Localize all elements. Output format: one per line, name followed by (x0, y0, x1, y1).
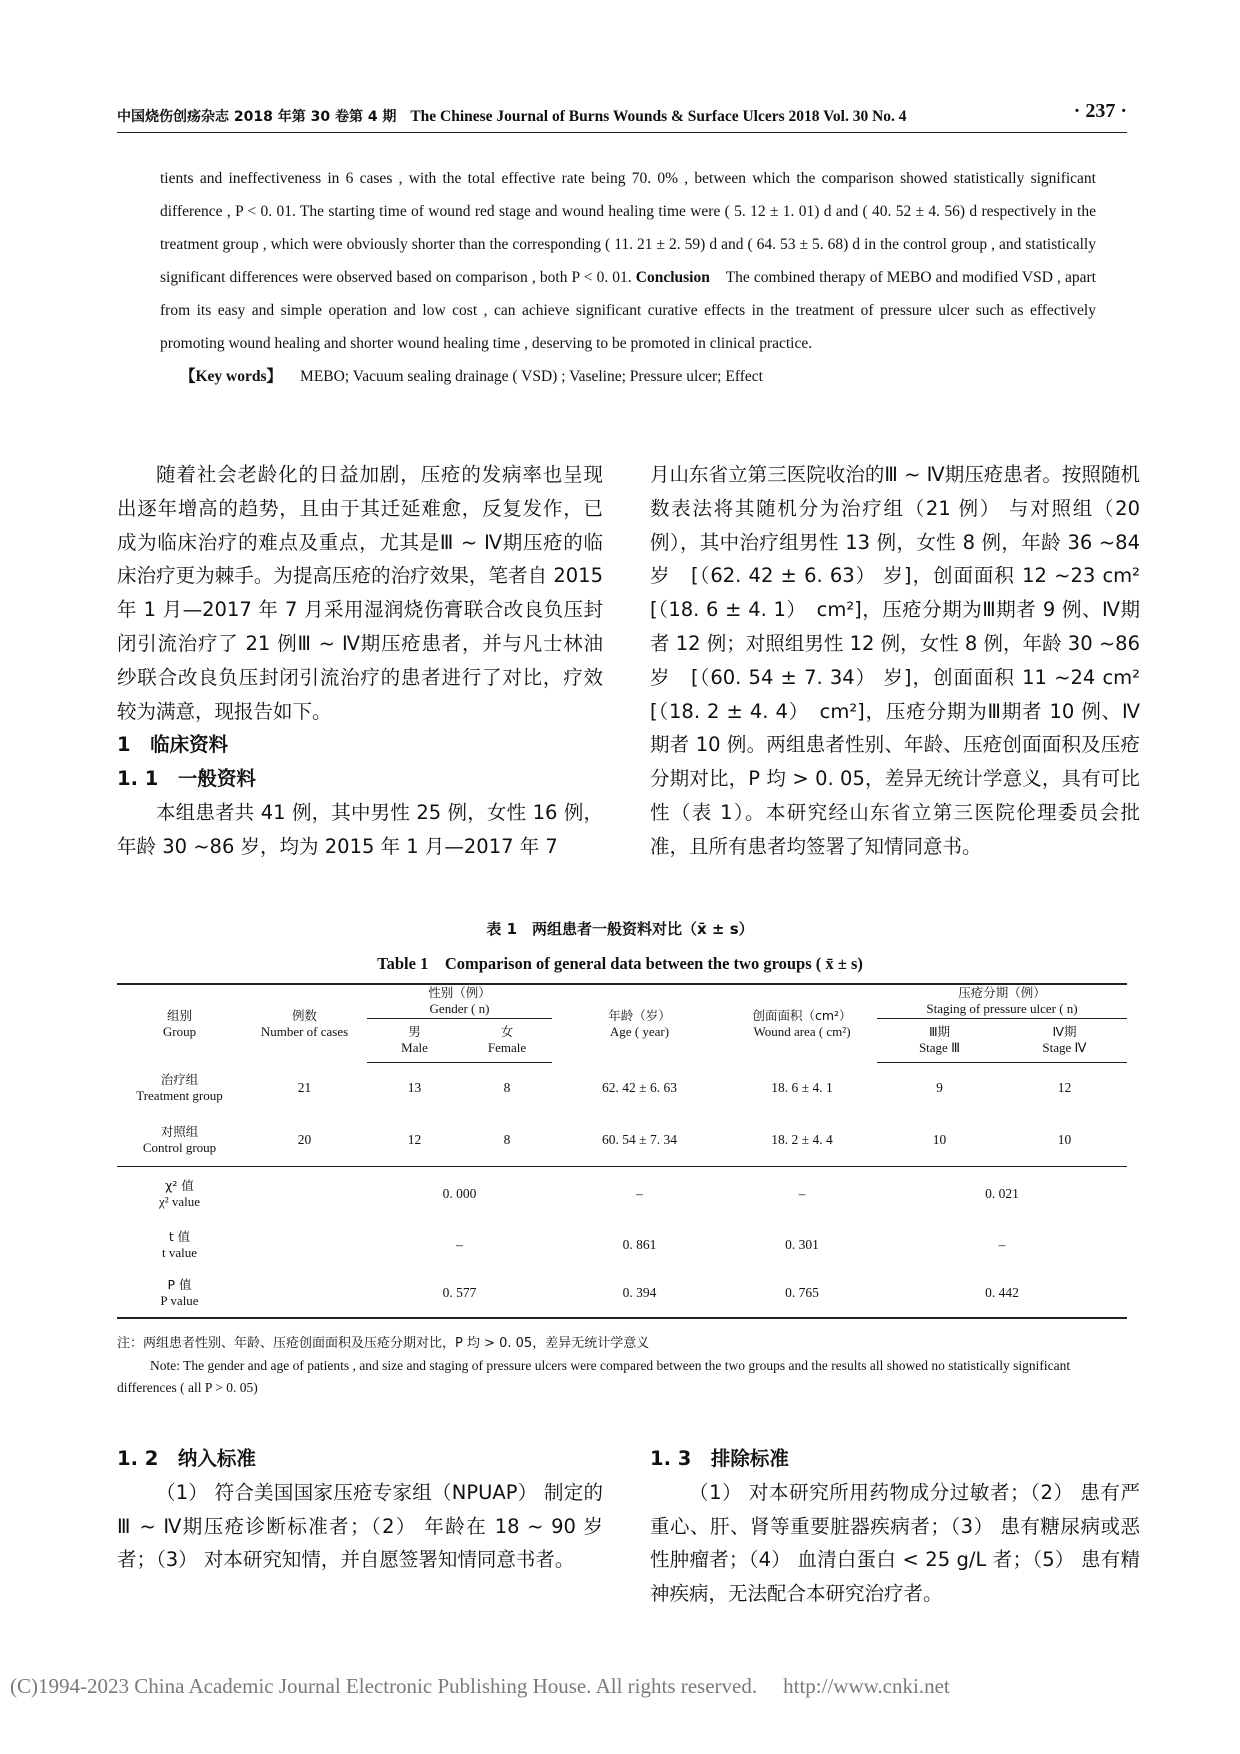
journal-title-cn: 中国烧伤创疡杂志 2018 年第 30 卷第 4 期 (117, 109, 397, 125)
header-cases: 例数 Number of cases (242, 984, 367, 1062)
table-row (117, 1268, 1127, 1318)
intro-paragraph: 随着社会老龄化的日益加剧，压疮的发病率也呈现出逐年增高的趋势，且由于其迁延难愈，反复发作，已成为临床治疗的难点及重点，尤其是Ⅲ ~ Ⅳ期压疮的临床治疗更为棘手。为提高压疮的治疗效果，笔者自 2015 年 1 月—2017 年 7 月采用湿润烧伤膏联合改良负压封闭引流治疗了 21 例Ⅲ ~ Ⅳ期压疮患者，并与凡士林油纱联合改良负压封闭引流治疗的患者进行了对比，疗效较为满意，现报告如下。 (117, 463, 603, 723)
header-male: 男 Male (367, 1018, 462, 1062)
cell-female: 8 (503, 1131, 511, 1147)
table-row (117, 1222, 1127, 1268)
cell-male: 13 (407, 1080, 422, 1096)
cell-area: 18. 2 ± 4. 4 (771, 1131, 833, 1147)
row-group-label: 治疗组 Treatment group (136, 1072, 223, 1103)
table-row (117, 1166, 1127, 1222)
section-1-3-heading: 1. 3 排除标准 (650, 1447, 789, 1470)
english-abstract (160, 162, 1096, 393)
abstract-body (160, 162, 1096, 360)
section-1-2-text: （1） 符合美国国家压疮专家组（NPUAP） 制定的Ⅲ ~ Ⅳ期压疮诊断标准者；（2） 年龄在 18 ~ 90 岁者；（3） 对本研究知情，并自愿签署知情同意书者。 (117, 1480, 603, 1572)
cell-stage-4: 10 (1057, 1131, 1072, 1147)
cell-male: 12 (407, 1131, 422, 1147)
section-1-1-paragraph-start: 本组患者共 41 例，其中男性 25 例，女性 16 例，年龄 30 ~86 岁，均为 2015 年 1 月—2017 年 7 (117, 800, 603, 858)
cell-age: 62. 42 ± 6. 63 (602, 1080, 677, 1095)
header-age: 年龄（岁） Age ( year) (552, 984, 727, 1062)
stat-age: – (552, 1166, 727, 1222)
stat-gender: 0. 000 (367, 1166, 552, 1222)
journal-title (117, 106, 907, 126)
section-1-3 (650, 1442, 1140, 1611)
header-group: 组别 Group (117, 984, 242, 1062)
stat-age: 0. 861 (622, 1237, 657, 1252)
stat-stage: 0. 021 (877, 1166, 1127, 1222)
section-1-2-heading: 1. 2 纳入标准 (117, 1447, 256, 1470)
cell-cases: 20 (297, 1131, 312, 1147)
section-1-3-text: （1） 对本研究所用药物成分过敏者；（2） 患有严重心、肝、肾等重要脏器疾病者；（3） 患有糖尿病或恶性肿瘤者；（4） 血清白蛋白 < 25 g/L 者；（5） 患有精神疾病，无法配合本研究治疗者。 (650, 1480, 1140, 1606)
header-gender: 性别（例） Gender ( n) (367, 984, 552, 1018)
header-wound-area: 创面面积（cm²） Wound area ( cm²) (727, 984, 877, 1062)
general-data-table (117, 983, 1127, 1319)
section-1-1-heading: 1. 1 一般资料 (117, 767, 256, 791)
page-number: · 237 · (1073, 100, 1127, 122)
header-female: 女 Female (462, 1018, 552, 1062)
table-row (117, 1062, 1127, 1114)
body-column-left (117, 458, 603, 864)
keywords-line (160, 360, 1096, 393)
stat-area: 0. 301 (785, 1237, 819, 1252)
stat-area: 0. 765 (727, 1268, 877, 1318)
section-1-heading: 1 临床资料 (117, 733, 229, 757)
body-column-right (650, 458, 1160, 864)
header-stage-3: Ⅲ期 Stage Ⅲ (877, 1018, 1002, 1062)
keywords-text: MEBO; Vacuum sealing drainage ( VSD) ; Vaseline; Pressure ulcer; Effect (300, 368, 763, 385)
table-caption-cn: 表 1 两组患者一般资料对比（x̄ ± s） (486, 920, 754, 938)
journal-title-en: The Chinese Journal of Burns Wounds & Surface Ulcers 2018 Vol. 30 No. 4 (410, 108, 907, 125)
cell-cases: 21 (297, 1080, 312, 1095)
section-1-1-paragraph-continued: 月山东省立第三医院收治的Ⅲ ~ Ⅳ期压疮患者。按照随机数表法将其随机分为治疗组（21 例） 与对照组（20 例），其中治疗组男性 13 例，女性 8 例，年龄 36 ~84 岁 [（62. 42 ± 6. 63） 岁]，创面面积 12 ~23 cm² [（18. 6 ± 4. 1） cm²]，压疮分期为Ⅲ期者 9 例、Ⅳ期者 12 例；对照组男性 12 例，女性 8 例，年龄 30 ~86 岁 [（60. 54 ± 7. 34） 岁]，创面面积 11 ~24 cm² [（18. 2 ± 4. 4） cm²]，压疮分期为Ⅲ期者 10 例、Ⅳ期者 10 例。两组患者性别、年龄、压疮创面面积及压疮分期对比，P 均 > 0. 05，差异无统计学意义，具有可比性（表 1）。本研究经山东省立第三医院伦理委员会批准，且所有患者均签署了知情同意书。 (650, 463, 1160, 858)
stat-gender: – (456, 1237, 463, 1252)
stat-label: χ² 值 χ² value (117, 1166, 242, 1222)
copyright-text: (C)1994-2023 China Academic Journal Electronic Publishing House. All rights reserved. (10, 1674, 758, 1698)
cell-female: 8 (503, 1080, 511, 1096)
stat-age: 0. 394 (552, 1268, 727, 1318)
cell-stage-3: 10 (932, 1131, 947, 1147)
header-stage: 压疮分期（例） Staging of pressure ulcer ( n) (877, 984, 1127, 1018)
cell-age: 60. 54 ± 7. 34 (602, 1131, 677, 1147)
table-note-en: Note: The gender and age of patients , and size and staging of pressure ulcers were compared between the two groups and the results all showed no statistically significant differences ( all P > 0. 05) (117, 1358, 1071, 1395)
keywords-label: 【Key words】 (180, 368, 283, 385)
stat-area: – (727, 1166, 877, 1222)
table-row (117, 1114, 1127, 1166)
section-1-2 (117, 1442, 603, 1577)
cell-stage-3: 9 (936, 1080, 943, 1096)
conclusion-text: The combined therapy of MEBO and modified VSD , apart from its easy and simple operation and low cost , can achieve significant curative effects in the treatment of pressure ulcer such as effectively promoting wound healing and shorter wound healing time , deserving to be promoted in clinical practice. (160, 269, 1096, 352)
table-note-cn: 注：两组患者性别、年龄、压疮创面面积及压疮分期对比，P 均 > 0. 05，差异无统计学意义 (117, 1336, 650, 1351)
running-header (117, 100, 1127, 133)
stat-stage: 0. 442 (877, 1268, 1127, 1318)
row-group-label: 对照组 Control group (142, 1123, 217, 1155)
stat-gender: 0. 577 (367, 1268, 552, 1318)
stat-label: t 值 t value (161, 1229, 197, 1260)
header-stage-4: Ⅳ期 Stage Ⅳ (1002, 1018, 1127, 1062)
stat-stage: – (998, 1237, 1006, 1252)
abstract-results-text: tients and ineffectiveness in 6 cases , with the total effective rate being 70. 0% , between which the comparison showed statistically significant difference , P < 0. 01. The starting time of wound red stage and wound healing time were ( 5. 12 ± 1. 01) d and ( 40. 52 ± 4. 56) d respectively in the treatment group , which were obviously shorter than the corresponding ( 11. 21 ± 2. 59) d and ( 64. 53 ± 5. 68) d in the control group , and statistically significant differences were observed based on comparison , both P < 0. 01. (160, 170, 1096, 286)
stat-label: P 值 P value (117, 1268, 242, 1318)
cell-stage-4: 12 (1057, 1080, 1072, 1096)
conclusion-label: Conclusion (635, 269, 710, 286)
table-caption-en: Table 1 Comparison of general data between the two groups ( x̄ ± s) (377, 954, 863, 973)
cell-area: 18. 6 ± 4. 1 (771, 1080, 833, 1095)
copyright-footer (10, 1674, 950, 1699)
footer-url: http://www.cnki.net (783, 1674, 950, 1698)
